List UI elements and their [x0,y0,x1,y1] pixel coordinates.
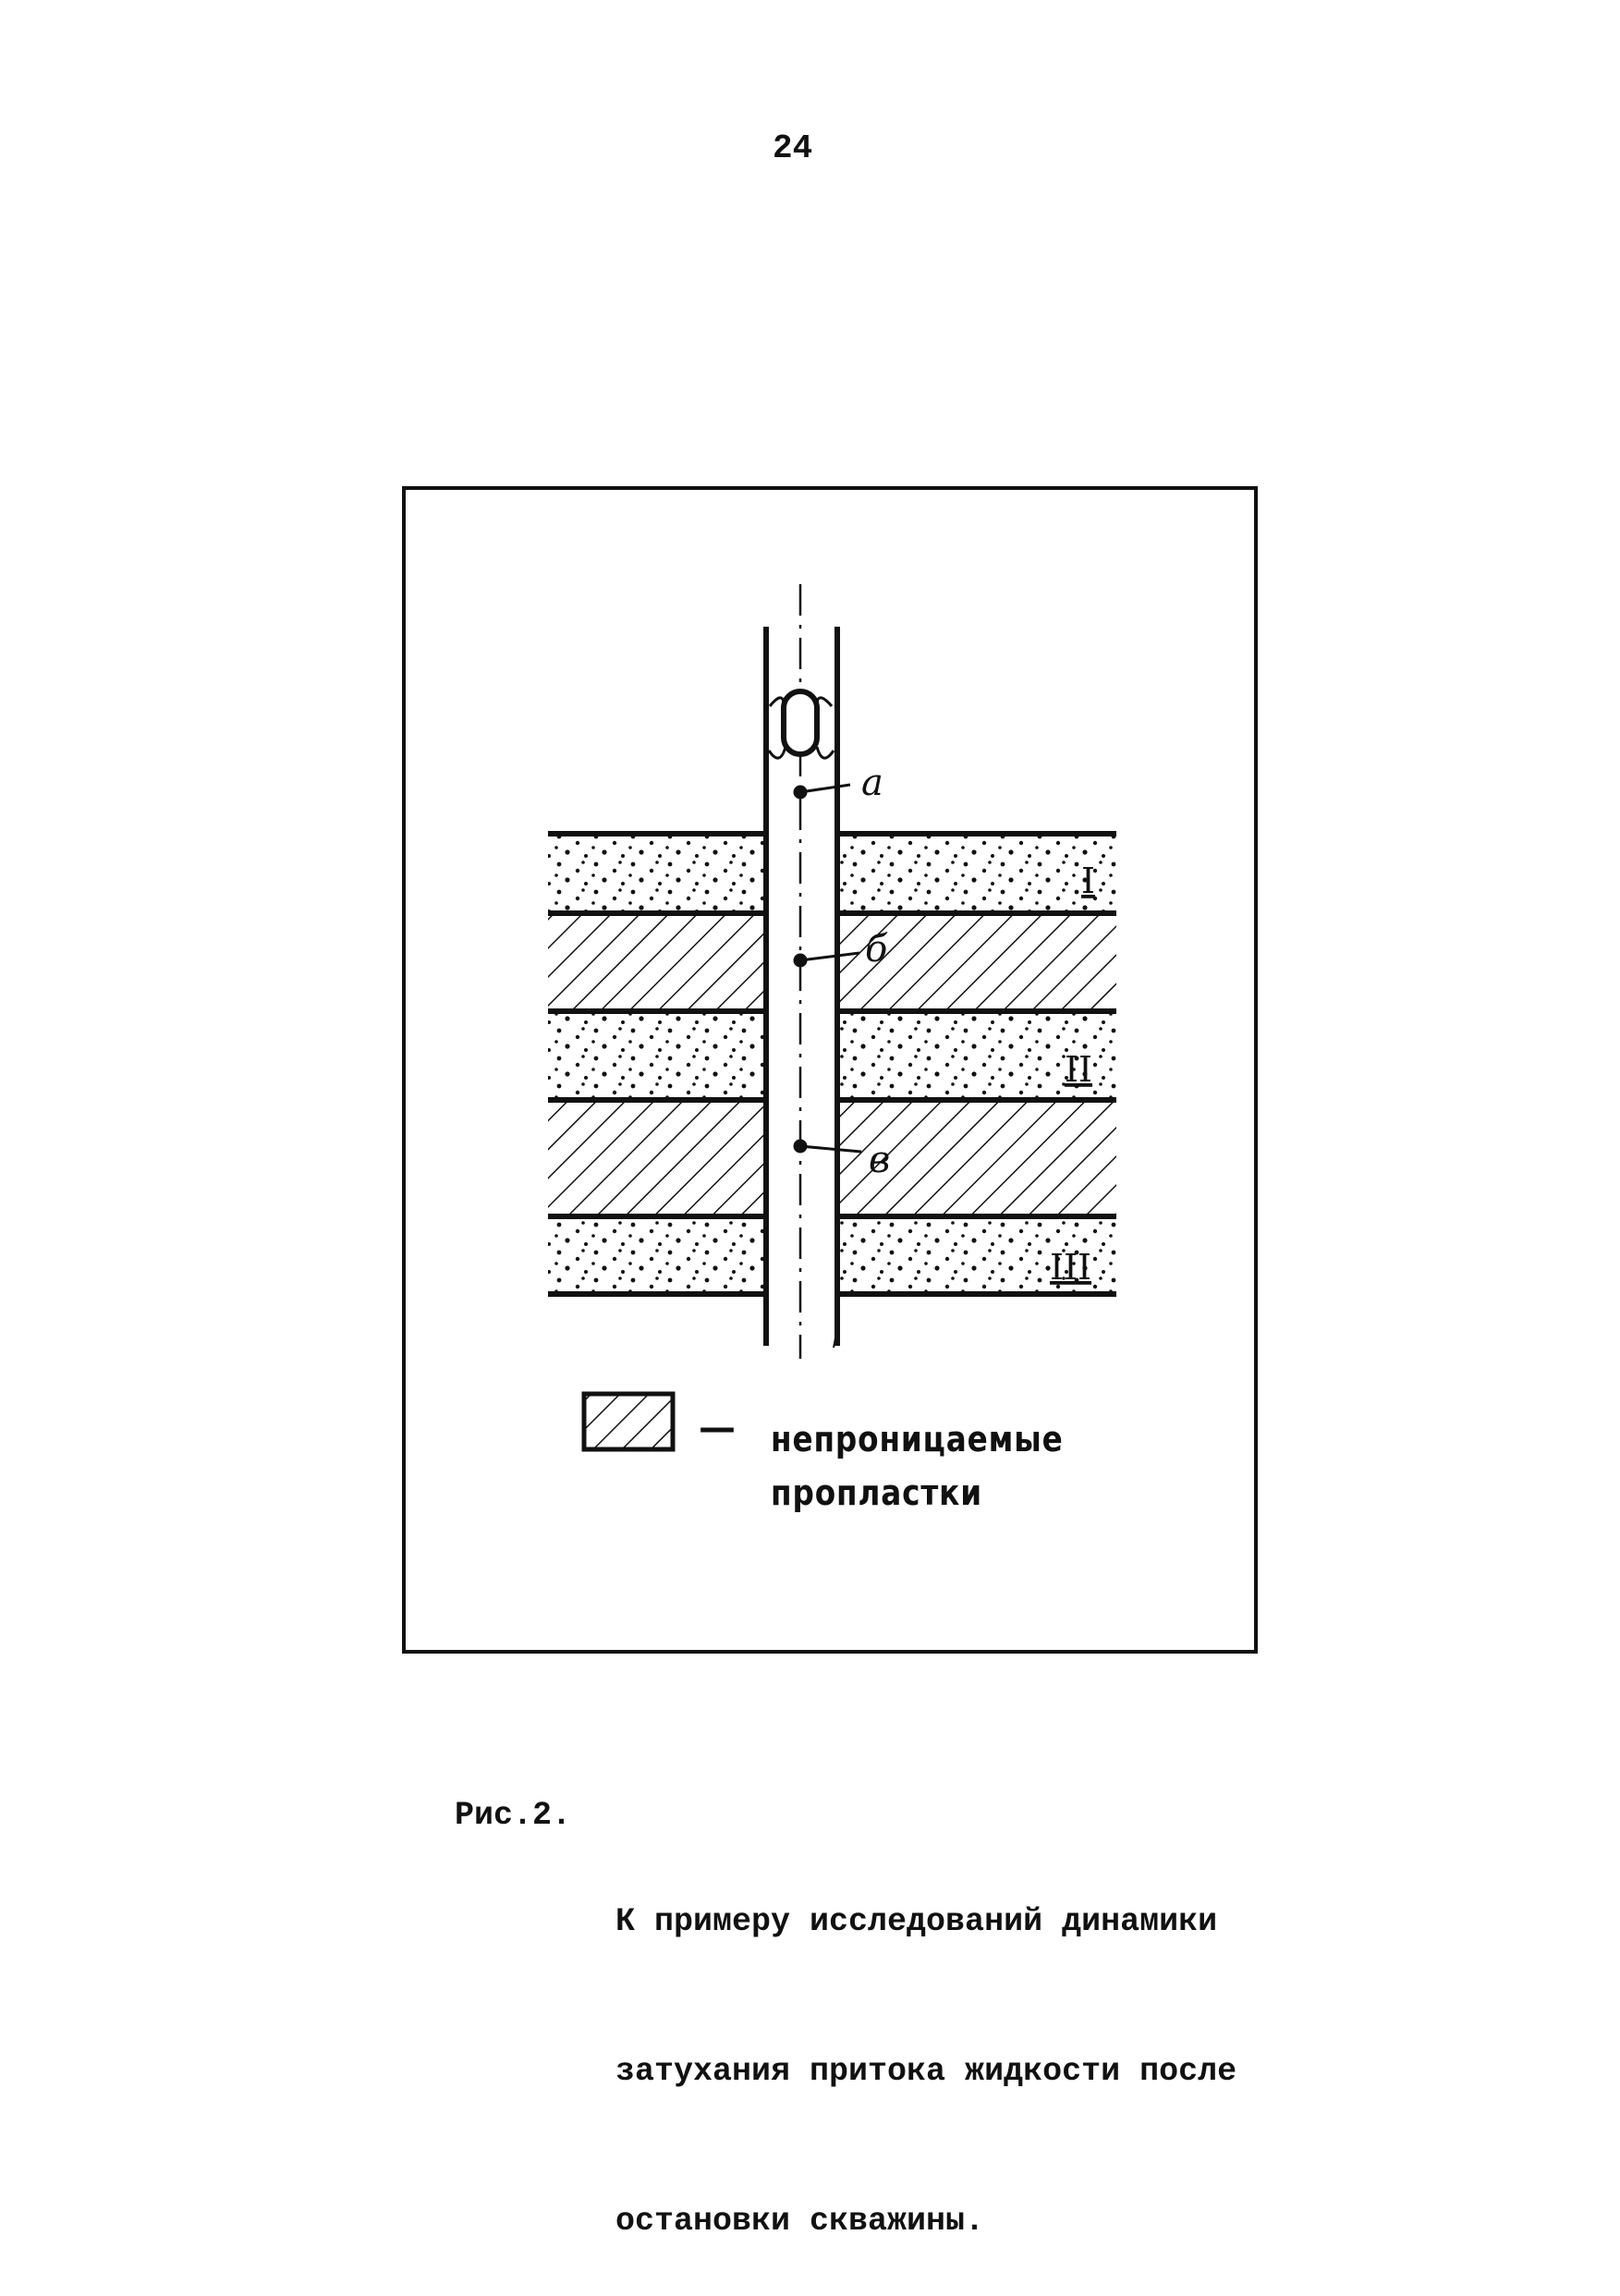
sand-layer-3-left [548,1216,766,1294]
instrument-icon [769,691,834,758]
caption-line-1: К примеру исследований динамики [615,1903,1218,1940]
shale-layer-1-left [548,913,766,1011]
layer-label-3: III [1050,1247,1092,1288]
point-label-b: б [865,928,888,971]
shale-layer-2-left [548,1100,766,1216]
caption-line-3: остановки скважины. [615,2203,985,2240]
caption-line-2: затухания притока жидкости после [615,2053,1237,2090]
page-number: 24 [773,129,813,167]
figure-caption-label: Рис.2. [455,1797,572,1834]
legend-label [771,1412,1064,1520]
sand-layer-2-left [548,1011,766,1100]
point-label-a: а [861,762,883,804]
layer-label-1: I [1081,861,1096,901]
figure-caption [615,1797,1236,2296]
legend-dash: — [699,1407,736,1449]
legend-line-2: пропластки [771,1472,982,1513]
layer-label-2: II [1065,1049,1093,1090]
legend-line-1: непроницаемые [771,1419,1064,1459]
sand-layer-1-left [548,834,766,913]
sand-layer-1-right [837,834,1116,913]
legend-swatch [584,1394,673,1449]
point-label-v: в [869,1139,891,1181]
